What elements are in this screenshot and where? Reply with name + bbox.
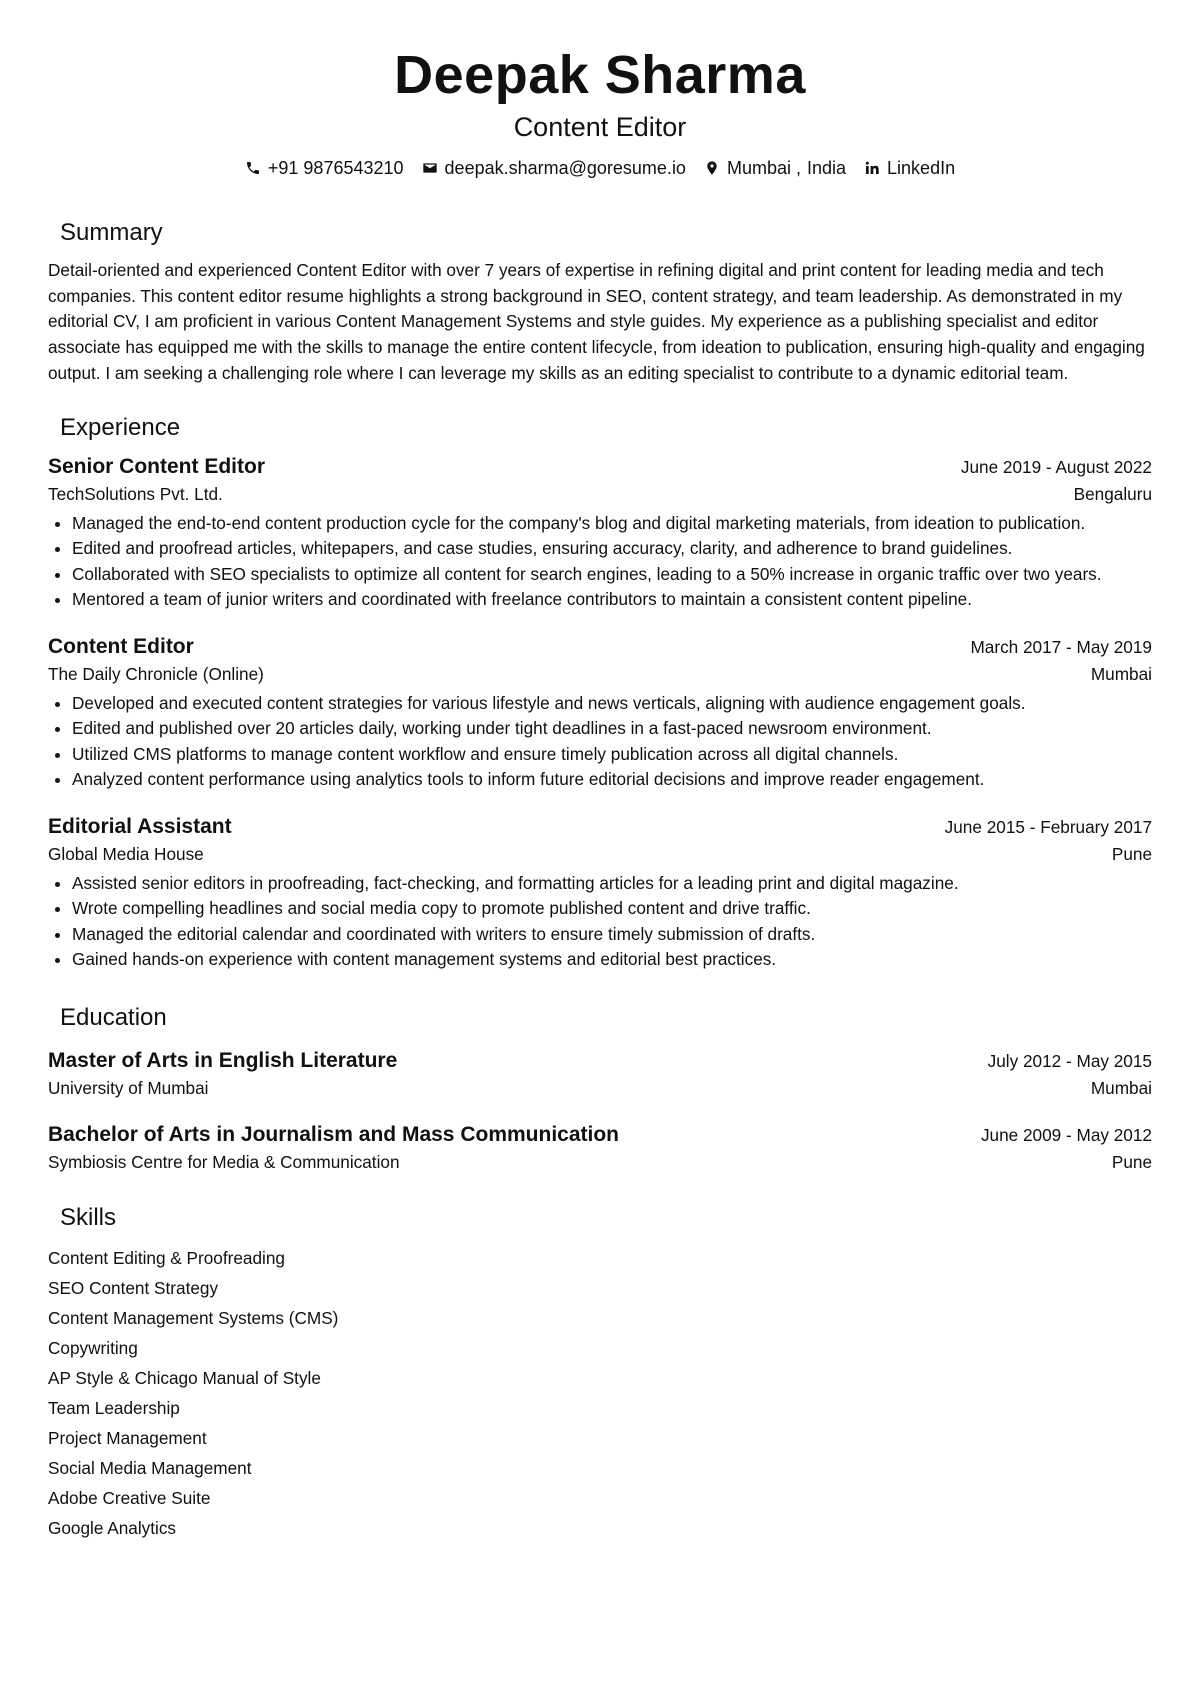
experience-heading: Experience	[60, 413, 181, 441]
experience-section	[48, 413, 1152, 973]
school-location: Mumbai	[1090, 1077, 1152, 1098]
contact-linkedin[interactable]	[864, 156, 955, 180]
education-entry	[48, 1121, 1152, 1175]
skills-heading: Skills	[60, 1203, 117, 1231]
resume-header	[48, 0, 1152, 180]
experience-entry	[48, 453, 1152, 613]
contact-email[interactable]	[422, 156, 686, 180]
phone-text: +91 9876543210	[267, 158, 404, 178]
job-location: Mumbai	[1090, 663, 1152, 684]
job-bullets	[48, 871, 1152, 973]
skill-item: Project Management	[48, 1427, 207, 1448]
school-name: Symbiosis Centre for Media & Communication	[48, 1151, 400, 1172]
job-title: Senior Content Editor	[48, 454, 265, 478]
education-dates: June 2009 - May 2012	[980, 1124, 1152, 1145]
bullet-item: • Analyzed content performance using analytics tools to inform future editorial decisions and improve reader engagement.	[72, 767, 1152, 793]
skill-item: Team Leadership	[48, 1397, 180, 1418]
summary-heading: Summary	[60, 219, 163, 246]
job-location: Bengaluru	[1073, 483, 1152, 504]
contact-phone[interactable]	[245, 156, 404, 180]
bullet-item: • Gained hands-on experience with content management systems and editorial best practices.	[72, 947, 1152, 973]
degree-title: Master of Arts in English Literature	[48, 1048, 398, 1072]
job-dates: March 2017 - May 2019	[970, 636, 1152, 657]
degree-title: Bachelor of Arts in Journalism and Mass Communication	[48, 1122, 619, 1146]
bullet-item: • Utilized CMS platforms to manage content workflow and ensure timely publication across all digital channels.	[72, 742, 1152, 768]
location-pin-icon	[704, 160, 720, 176]
bullet-item: • Edited and published over 20 articles daily, working under tight deadlines in a fast-paced newsroom environment.	[72, 716, 1152, 742]
skill-item: Adobe Creative Suite	[48, 1487, 211, 1508]
education-dates: July 2012 - May 2015	[987, 1050, 1152, 1071]
skill-item: Social Media Management	[48, 1457, 252, 1478]
candidate-name: Deepak Sharma	[394, 45, 806, 105]
skill-item: SEO Content Strategy	[48, 1277, 219, 1298]
contact-location	[704, 156, 846, 180]
education-heading: Education	[60, 1003, 167, 1031]
education-section	[48, 1003, 1152, 1175]
location-country: India	[806, 158, 847, 178]
bullet-item: • Developed and executed content strategies for various lifestyle and news verticals, aligning with audience engagement goals.	[72, 691, 1152, 717]
bullet-item: • Assisted senior editors in proofreading, fact-checking, and formatting articles for a leading print and digital magazine.	[72, 871, 1152, 897]
school-name: University of Mumbai	[48, 1077, 209, 1098]
bullet-item: • Wrote compelling headlines and social media copy to promote published content and drive traffic.	[72, 896, 1152, 922]
job-location: Pune	[1111, 843, 1152, 864]
contact-bar	[48, 156, 1152, 180]
bullet-item: • Edited and proofread articles, whitepapers, and case studies, ensuring accuracy, clarity, and adherence to brand guidelines.	[72, 536, 1152, 562]
school-location: Pune	[1111, 1151, 1152, 1172]
skill-item: Google Analytics	[48, 1517, 177, 1538]
skill-item: Content Management Systems (CMS)	[48, 1307, 339, 1328]
company-name: TechSolutions Pvt. Ltd.	[48, 483, 223, 504]
summary-text: Detail-oriented and experienced Content Editor with over 7 years of expertise in refining digital and print content for leading media and tech companies. This content editor resume highlights a strong background in SEO, content strategy, and team leadership. As demonstrated in my editorial CV, I am proficient in various Content Management Systems and style guides. My experience as a publishing specialist and editor associate has equipped me with the skills to manage the entire content lifecycle, from ideation to publication, ensuring high-quality and engaging output. I am seeking a challenging role where I can leverage my skills as an editing specialist to contribute to a dynamic editorial team.	[48, 260, 1145, 383]
skill-item: AP Style & Chicago Manual of Style	[48, 1367, 321, 1388]
skill-item: Copywriting	[48, 1337, 138, 1358]
job-dates: June 2019 - August 2022	[960, 456, 1152, 477]
job-title: Editorial Assistant	[48, 814, 232, 838]
skills-list	[48, 1243, 1152, 1543]
bullet-item: • Collaborated with SEO specialists to optimize all content for search engines, leading to a 50% increase in organic traffic over two years.	[72, 562, 1152, 588]
education-entry	[48, 1047, 1152, 1101]
email-text: deepak.sharma@goresume.io	[444, 158, 686, 178]
skill-item: Content Editing & Proofreading	[48, 1247, 285, 1268]
linkedin-text: LinkedIn	[887, 158, 956, 178]
linkedin-icon	[864, 160, 880, 176]
job-title: Content Editor	[48, 634, 194, 658]
skills-section	[48, 1203, 1152, 1543]
company-name: The Daily Chronicle (Online)	[48, 663, 264, 684]
job-bullets	[48, 511, 1152, 613]
bullet-item: • Managed the end-to-end content production cycle for the company's blog and digital marketing materials, from ideation to publication.	[72, 511, 1152, 537]
location-city: Mumbai ,	[726, 158, 801, 178]
experience-entry	[48, 633, 1152, 793]
phone-icon	[245, 160, 261, 176]
bullet-item: • Mentored a team of junior writers and coordinated with freelance contributors to maintain a consistent content pipeline.	[72, 587, 1152, 613]
job-dates: June 2015 - February 2017	[944, 816, 1152, 837]
mail-icon	[422, 160, 438, 176]
summary-section	[48, 218, 1152, 387]
experience-entry	[48, 813, 1152, 973]
candidate-role: Content Editor	[513, 112, 687, 142]
job-bullets	[48, 691, 1152, 793]
bullet-item: • Managed the editorial calendar and coordinated with writers to ensure timely submission of drafts.	[72, 922, 1152, 948]
company-name: Global Media House	[48, 843, 204, 864]
